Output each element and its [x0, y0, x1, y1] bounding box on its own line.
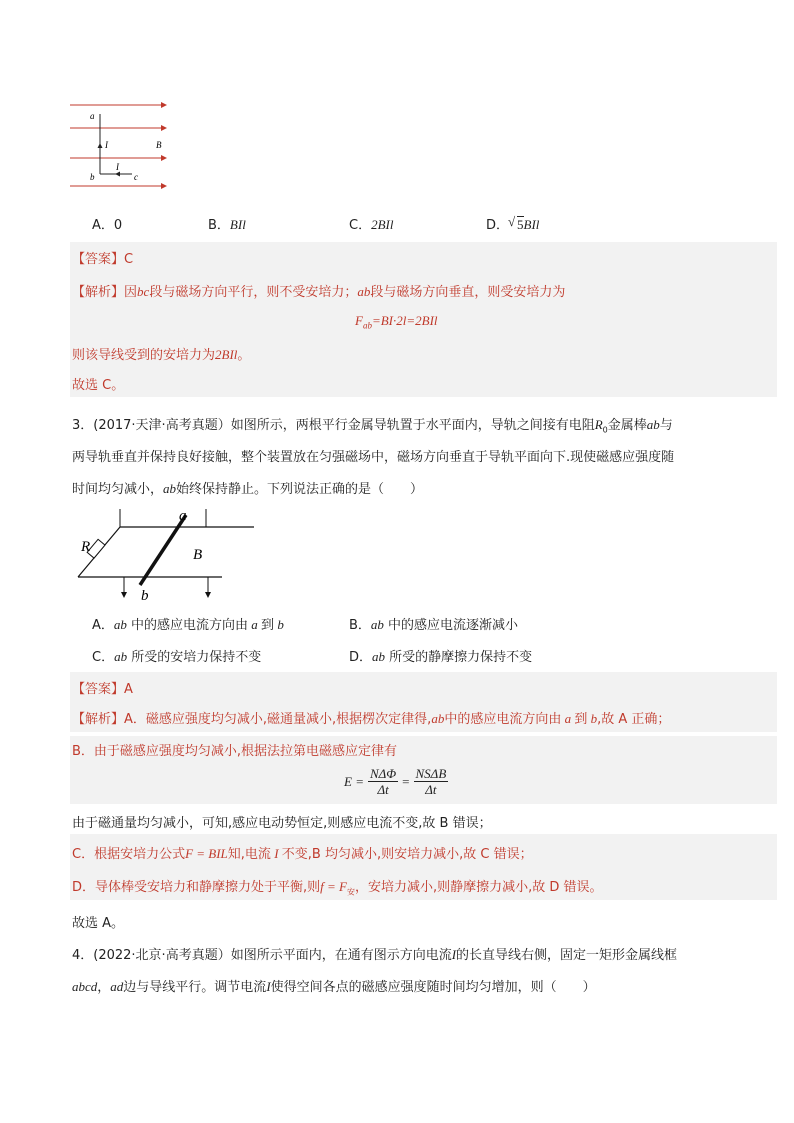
q2-analysis: 【解析】因bc段与磁场方向平行，则不受安培力；ab段与磁场方向垂直，则受安培力为 — [72, 284, 566, 300]
figure-rails-rod — [72, 503, 262, 603]
q2-option-a: A．0 — [92, 218, 123, 233]
q3-analysis-a: 【解析】A．磁感应强度均匀减小,磁通量减小,根据楞次定律得,ab中的感应电流方向由 a 到 b,故 A 正确； — [72, 711, 671, 727]
q4-stem-line2: abcd，ad边与导线平行。调节电流I使得空间各点的磁感应强度随时间均匀增加，则（ ） — [72, 979, 596, 995]
q3-stem-line2: 两导轨垂直并保持良好接触，整个装置放在匀强磁场中，磁场方向垂直于导轨平面向下.现使磁感应强度随 — [72, 450, 675, 465]
q3-option-c: C．ab 所受的安培力保持不变 — [92, 649, 262, 665]
fig2-label-b: b — [141, 588, 149, 603]
q2-conclusion: 则该导线受到的安培力为2BIl。 — [72, 347, 251, 363]
q3-answer: 【答案】A — [72, 682, 133, 697]
figure-wire-in-field — [68, 98, 173, 193]
q3-analysis-c: C．根据安培力公式F = BIL知,电流 I 不变,B 均匀减小,则安培力减小,故 C 错误； — [72, 846, 533, 862]
fig2-label-R: R — [81, 539, 91, 555]
fig1-label-a: a — [90, 111, 95, 121]
fig1-label-c: c — [134, 172, 138, 182]
q4-stem-line1: 4．(2022·北京·高考真题）如图所示平面内，在通有图示方向电流I的长直导线右侧，固定一矩形金属线框 — [72, 947, 678, 963]
q2-option-b: B．BIl — [208, 217, 246, 233]
q2-choose: 故选 C。 — [72, 378, 125, 393]
q3-analysis-b1: B．由于磁感应强度均匀减小,根据法拉第电磁感应定律有 — [72, 744, 398, 759]
q3-analysis-b2: 由于磁通量均匀减小，可知,感应电动势恒定,则感应电流不变,故 B 错误； — [72, 816, 492, 831]
fig1-label-I2: I — [116, 162, 119, 172]
q3-analysis-d: D．导体棒受安培力和静摩擦力处于平衡,则$f = F_安$，安培力减小,则静摩擦力减小,故 D 错误。 — [72, 879, 603, 897]
q3-option-a: A．ab 中的感应电流方向由 a 到 b — [92, 617, 284, 633]
q2-option-d: D． √ 5BIl — [486, 214, 540, 233]
fig1-label-b: b — [90, 172, 95, 182]
fig2-label-a: a — [179, 508, 187, 524]
q3-stem-line1: 3．(2017·天津·高考真题）如图所示，两根平行金属导轨置于水平面内，导轨之间接有电阻$R_0$金属棒ab与 — [72, 417, 673, 435]
fig1-label-B: B — [156, 140, 162, 150]
q3-stem-line3: 时间均匀减小，ab始终保持静止。下列说法正确的是（ ） — [72, 481, 424, 497]
q3-equation: E = $\frac{\text{NΔΦ}}{\Delta t}$ = $\frac{\text{NSΔB}}{\Delta t}$ — [344, 766, 447, 797]
q2-answer: 【答案】C — [72, 252, 134, 267]
q3-option-d: D．ab 所受的静摩擦力保持不变 — [349, 649, 533, 665]
fig2-label-B: B — [193, 547, 203, 563]
q3-option-b: B．ab 中的感应电流逐渐减小 — [349, 617, 519, 633]
q2-formula: $F_{ab}=BI\cdot 2l=2BIl$ — [355, 313, 438, 331]
q3-choose: 故选 A。 — [72, 916, 125, 931]
q2-option-c: C．2BIl — [349, 217, 394, 233]
fig1-label-I1: I — [105, 140, 108, 150]
